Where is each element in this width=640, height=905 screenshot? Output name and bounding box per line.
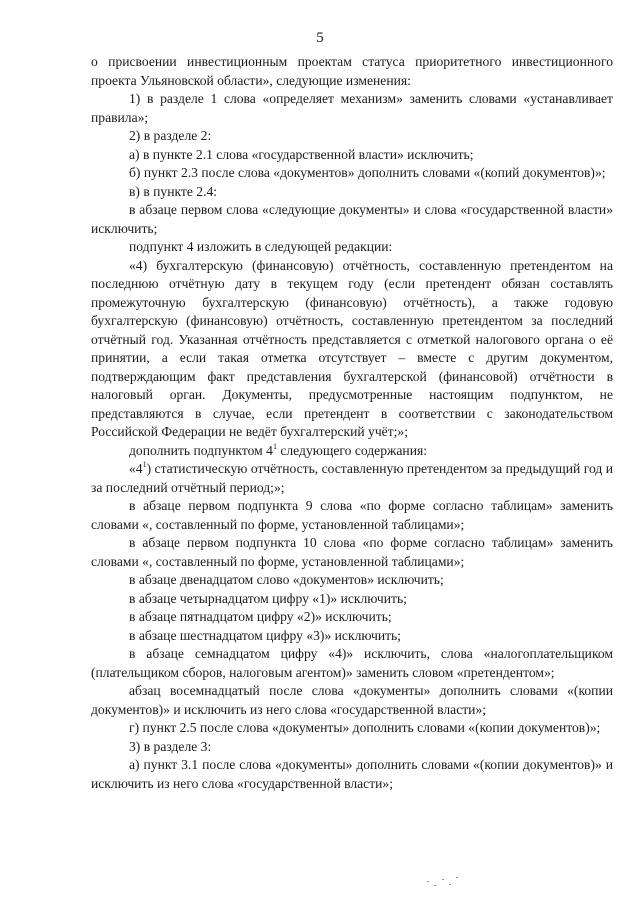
paragraph-subpoint-4-1 [91,460,613,497]
paragraph: в абзаце четырнадцатом цифру «1)» исключить; [129,590,407,606]
paragraph: 1) в разделе 1 слова «определяет механизм» заменить словами «устанавливает правила»; [91,91,613,125]
paragraph: в абзаце пятнадцатом цифру «2)» исключить; [129,609,392,624]
paragraph: «4) бухгалтерскую (финансовую) отчётность, составленную претендентом на последнюю отчётную дату в текущем году (если претендент обязан составлять промежуточную бухгалтерскую (финансовую) отчётность), а также годовую бухгалтерскую (финансовую) отчётность, составленную претендентом за последний отчётный год. Указанная отчётность представляется с отметкой налогового органа о её принятии, а если такая отметка отсутствует – вместе с другим документом, подтверждающим факт представления бухгалтерской (финансовой) отчётности в налоговый орган. Документы, предусмотренные настоящим подпунктом, не представляются в случае, если претендент в соответствии с законодательством Российской Федерации не ведёт бухгалтерский учёт;»; [91,257,613,439]
paragraph: о присвоении инвестиционным проектам статуса приоритетного инвестиционного проекта Ульяновской области», следующие изменения: [91,54,613,88]
superscript: 1 [272,441,277,451]
paragraph: подпункт 4 изложить в следующей редакции: [129,239,393,254]
paragraph: а) в пункте 2.1 слова «государственной власти» исключить; [129,146,474,162]
paragraph: в абзаце первом слова «следующие документы» и слова «государственной власти» исключить; [91,202,613,236]
scan-noise [425,873,465,891]
paragraph: в абзаце шестнадцатом цифру «3)» исключить; [129,627,402,643]
paragraph: в абзаце двенадцатом слово «документов» исключить; [129,572,444,587]
text-fragment: ) статистическую отчётность, составленную претендентом за предыдущий год и за последний отчётный период;»; [91,461,613,495]
text-fragment: «4 [129,461,143,476]
paragraph: в абзаце семнадцатом цифру «4)» исключить, слова «налогоплательщиком (плательщиком сборов, налоговым агентом)» заменить словом «претендентом»; [91,646,613,680]
paragraph: в) в пункте 2.4: [129,183,218,199]
paragraph: 2) в разделе 2: [129,128,212,143]
text-fragment: дополнить подпунктом 4 [129,442,273,458]
paragraph: а) пункт 3.1 после слова «документы» дополнить словами «(копии документов)» и исключить из него слова «государственной власти»; [91,757,613,791]
paragraph: в абзаце первом подпункта 10 слова «по форме согласно таблицам» заменить словами «, составленный по форме, установленной таблицами»; [91,535,613,569]
document-body [91,53,613,793]
page-number: 5 [316,30,324,46]
paragraph: 3) в разделе 3: [129,738,212,754]
paragraph: абзац восемнадцатый после слова «документы» дополнить словами «(копии документов)» и исключить из него слова «государственной власти»; [91,683,613,717]
text-fragment: следующего содержания: [276,442,428,458]
paragraph: г) пункт 2.5 после слова «документы» дополнить словами «(копии документов)»; [129,720,601,735]
paragraph: б) пункт 2.3 после слова «документов» дополнить словами «(копий документов)»; [129,165,606,180]
superscript: 1 [142,460,147,469]
paragraph: в абзаце первом подпункта 9 слова «по форме согласно таблицам» заменить словами «, составленный по форме, установленной таблицами»; [91,498,613,532]
paragraph-subpoint-4-1-intro [91,442,613,461]
